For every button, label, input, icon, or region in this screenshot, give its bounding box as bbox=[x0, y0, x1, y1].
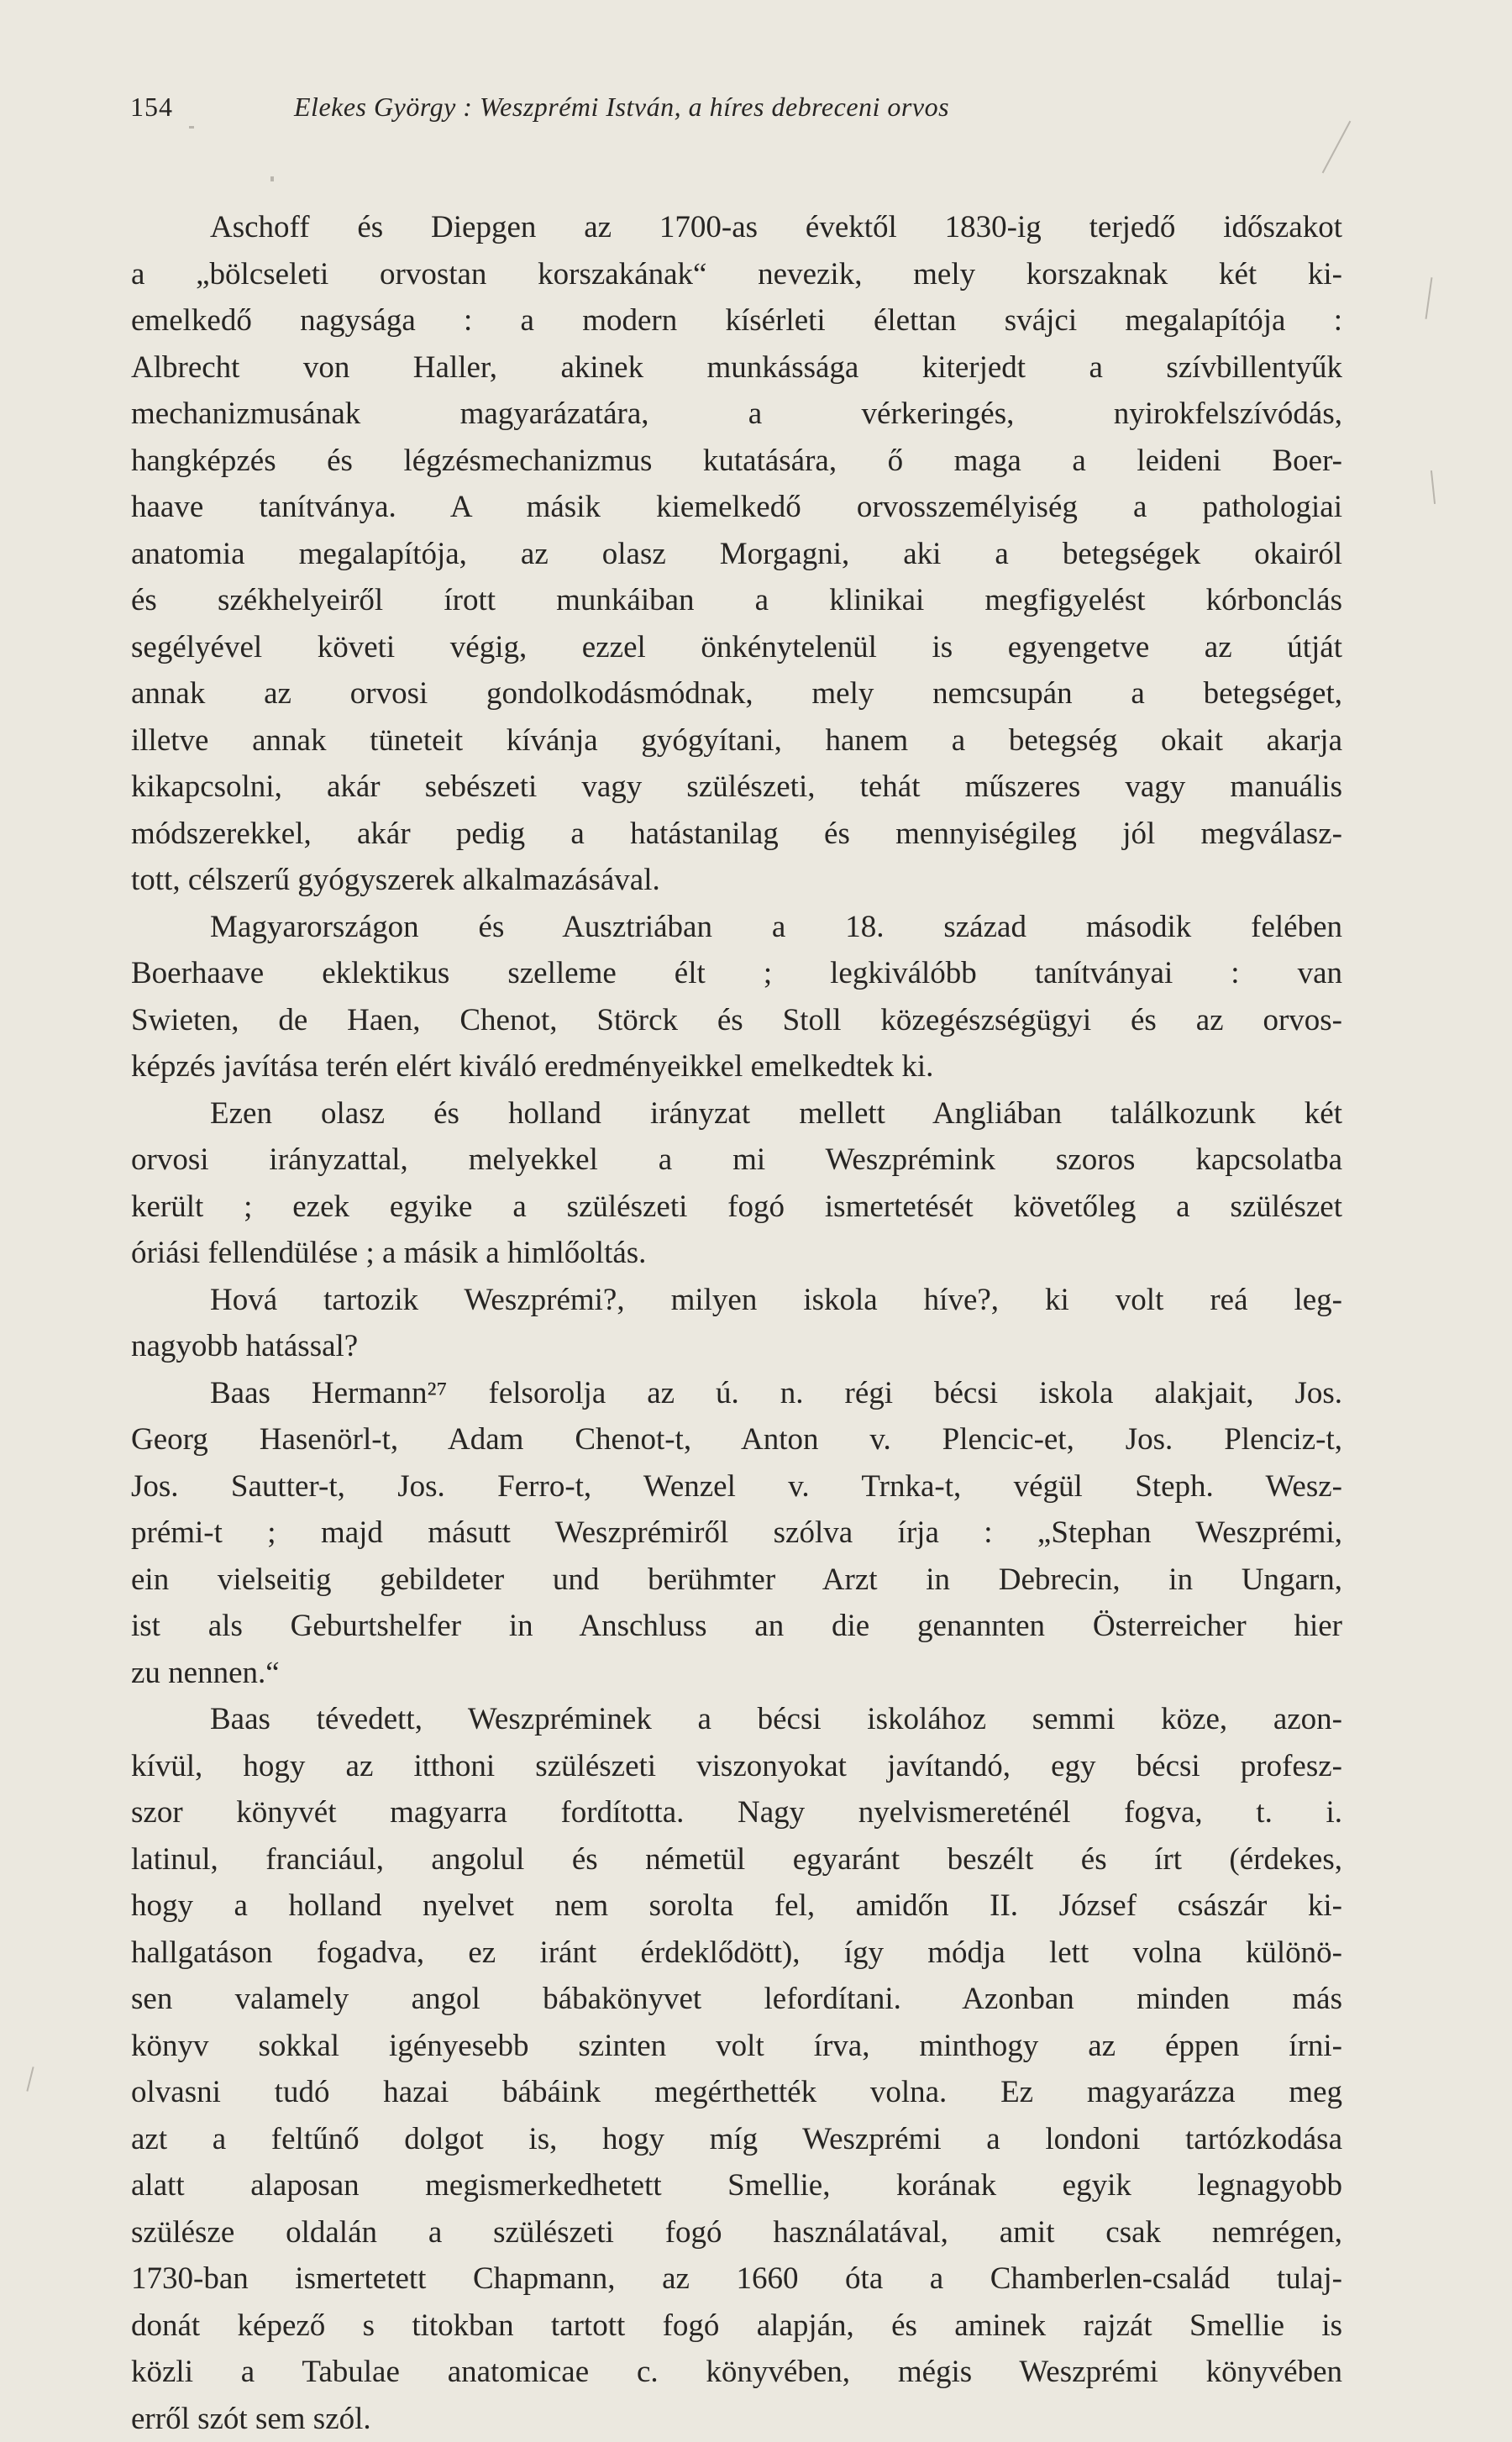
text-line: mechanizmusának magyarázatára, a vérkeringés, nyirokfelszívódás, bbox=[131, 391, 1342, 438]
text-line: óriási fellendülése ; a másik a himlőoltás. bbox=[131, 1230, 1342, 1277]
text-line: módszerekkel, akár pedig a hatástanilag és mennyiségileg jól megválasz- bbox=[131, 811, 1342, 858]
text-line: ein vielseitig gebildeter und berühmter Arzt in Debrecin, in Ungarn, bbox=[131, 1557, 1342, 1604]
text-line: Aschoff és Diepgen az 1700-as évektől 1830-ig terjedő időszakot bbox=[131, 204, 1342, 251]
text-line: 1730-ban ismertetett Chapmann, az 1660 óta a Chamberlen-család tulaj- bbox=[131, 2256, 1342, 2303]
paragraph bbox=[131, 1370, 1342, 1697]
page-number: 154 bbox=[130, 86, 173, 128]
paragraph bbox=[131, 904, 1342, 1090]
text-line: sen valamely angol bábakönyvet lefordítani. Azonban minden más bbox=[131, 1976, 1342, 2023]
text-line: azt a feltűnő dolgot is, hogy míg Weszprémi a londoni tartózkodása bbox=[131, 2116, 1342, 2163]
paragraph bbox=[131, 1696, 1342, 2442]
text-line: könyv sokkal igényesebb szinten volt írva, minthogy az éppen írni- bbox=[131, 2023, 1342, 2070]
text-line: alatt alaposan megismerkedhetett Smellie, korának egyik legnagyobb bbox=[131, 2162, 1342, 2209]
text-line: Baas tévedett, Weszpréminek a bécsi iskolához semmi köze, azon- bbox=[131, 1696, 1342, 1743]
text-line: illetve annak tüneteit kívánja gyógyítani, hanem a betegség okait akarja bbox=[131, 717, 1342, 764]
text-line: került ; ezek egyike a szülészeti fogó ismertetését követőleg a szülészet bbox=[131, 1184, 1342, 1231]
text-line: szor könyvét magyarra fordította. Nagy nyelvismereténél fogva, t. i. bbox=[131, 1789, 1342, 1836]
article-body bbox=[131, 204, 1342, 2442]
speck-mark bbox=[1425, 277, 1433, 319]
text-line: ist als Geburtshelfer in Anschluss an die genannten Österreicher hier bbox=[131, 1603, 1342, 1650]
paragraph bbox=[131, 1277, 1342, 1370]
text-line: kikapcsolni, akár sebészeti vagy szülészeti, tehát műszeres vagy manuális bbox=[131, 764, 1342, 811]
text-line: közli a Tabulae anatomicae c. könyvében, mégis Weszprémi könyvében bbox=[131, 2349, 1342, 2396]
text-line: donát képező s titokban tartott fogó alapján, és aminek rajzát Smellie is bbox=[131, 2303, 1342, 2350]
paragraph bbox=[131, 1090, 1342, 1277]
text-line: nagyobb hatással? bbox=[131, 1323, 1342, 1370]
text-line: hogy a holland nyelvet nem sorolta fel, amidőn II. József császár ki- bbox=[131, 1883, 1342, 1930]
text-line: segélyével követi végig, ezzel önkénytelenül is egyengetve az útját bbox=[131, 624, 1342, 671]
text-line: annak az orvosi gondolkodásmódnak, mely nemcsupán a betegséget, bbox=[131, 670, 1342, 717]
paragraph bbox=[131, 204, 1342, 904]
speck-mark bbox=[26, 2067, 34, 2092]
text-line: anatomia megalapítója, az olasz Morgagni, aki a betegségek okairól bbox=[131, 531, 1342, 578]
text-line: Ezen olasz és holland irányzat mellett Angliában találkozunk két bbox=[131, 1090, 1342, 1137]
speck-mark bbox=[1431, 470, 1436, 504]
text-line: szülésze oldalán a szülészeti fogó használatával, amit csak nemrégen, bbox=[131, 2209, 1342, 2256]
text-line: olvasni tudó hazai bábáink megérthették volna. Ez magyarázza meg bbox=[131, 2069, 1342, 2116]
page-header bbox=[130, 86, 1357, 128]
text-line: és székhelyeiről írott munkáiban a klinikai megfigyelést kórbonclás bbox=[131, 577, 1342, 624]
text-line: a „bölcseleti orvostan korszakának“ nevezik, mely korszaknak két ki- bbox=[131, 251, 1342, 298]
text-line: Magyarországon és Ausztriában a 18. század második felében bbox=[131, 904, 1342, 951]
text-line: haave tanítványa. A másik kiemelkedő orvosszemélyiség a pathologiai bbox=[131, 484, 1342, 531]
text-line: prémi-t ; majd másutt Weszprémiről szólva írja : „Stephan Weszprémi, bbox=[131, 1510, 1342, 1557]
speck-mark bbox=[1322, 121, 1352, 174]
text-line: kívül, hogy az itthoni szülészeti viszonyokat javítandó, egy bécsi profesz- bbox=[131, 1743, 1342, 1790]
text-line: Baas Hermann²⁷ felsorolja az ú. n. régi bécsi iskola alakjait, Jos. bbox=[131, 1370, 1342, 1417]
text-line: Hová tartozik Weszprémi?, milyen iskola híve?, ki volt reá leg- bbox=[131, 1277, 1342, 1324]
text-line: Jos. Sautter-t, Jos. Ferro-t, Wenzel v. Trnka-t, végül Steph. Wesz- bbox=[131, 1463, 1342, 1510]
text-line: emelkedő nagysága : a modern kísérleti élettan svájci megalapítója : bbox=[131, 297, 1342, 344]
text-line: hallgatáson fogadva, ez iránt érdeklődött), így módja lett volna különö- bbox=[131, 1930, 1342, 1977]
text-line: orvosi irányzattal, melyekkel a mi Weszprémink szoros kapcsolatba bbox=[131, 1137, 1342, 1184]
text-line: Swieten, de Haen, Chenot, Störck és Stoll közegészségügyi és az orvos- bbox=[131, 997, 1342, 1044]
text-line: Georg Hasenörl-t, Adam Chenot-t, Anton v. Plencic-et, Jos. Plenciz-t, bbox=[131, 1416, 1342, 1463]
running-title: Elekes György : Weszprémi István, a híres debreceni orvos bbox=[294, 86, 949, 128]
text-line: Albrecht von Haller, akinek munkássága kiterjedt a szívbillentyűk bbox=[131, 344, 1342, 391]
text-line: zu nennen.“ bbox=[131, 1650, 1342, 1697]
text-line: hangképzés és légzésmechanizmus kutatására, ő maga a leideni Boer- bbox=[131, 438, 1342, 485]
text-line: tott, célszerű gyógyszerek alkalmazásával. bbox=[131, 857, 1342, 904]
speck-mark bbox=[270, 176, 274, 181]
text-line: képzés javítása terén elért kiváló eredményeikkel emelkedtek ki. bbox=[131, 1043, 1342, 1090]
text-line: Boerhaave eklektikus szelleme élt ; legkiválóbb tanítványai : van bbox=[131, 950, 1342, 997]
text-line: erről szót sem szól. bbox=[131, 2396, 1342, 2442]
text-line: latinul, franciául, angolul és németül egyaránt beszélt és írt (érdekes, bbox=[131, 1836, 1342, 1883]
